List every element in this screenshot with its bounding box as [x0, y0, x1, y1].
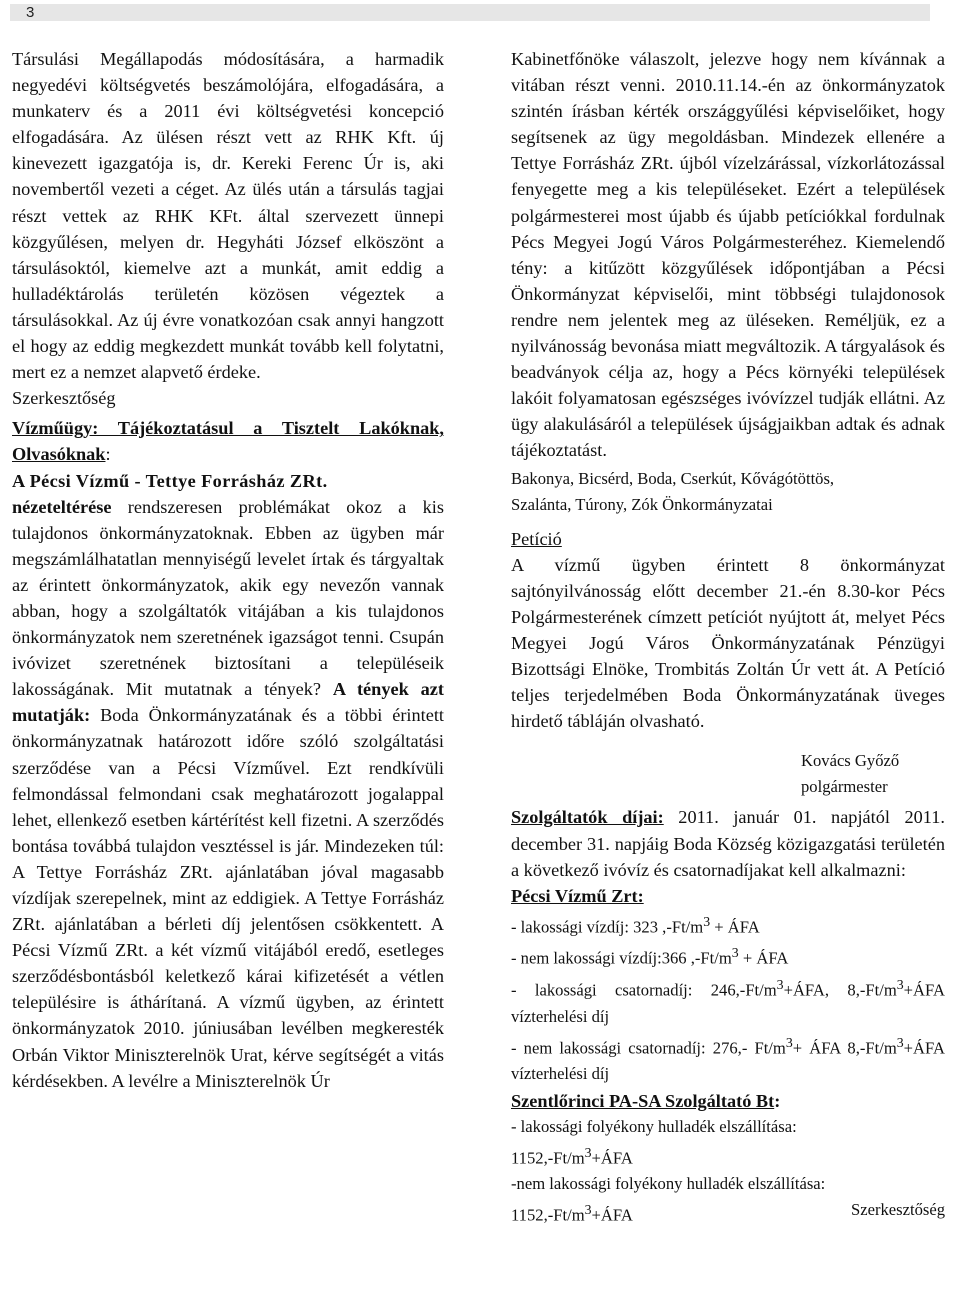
fee-line-5b: [511, 1140, 945, 1172]
provider2-heading: [511, 1088, 945, 1114]
fee1-tail: + ÁFA: [710, 917, 760, 937]
heading-colon: :: [105, 444, 111, 465]
signature-editorial-1: Szerkesztőség: [12, 388, 116, 409]
fee3-sup1: 3: [776, 977, 784, 993]
left-column: [12, 46, 444, 1094]
fee-line-6a: -nem lakossági folyékony hulladék elszállítása:: [511, 1174, 826, 1194]
para2-part-a: rendszeresen problémákat okoz a kis tulajdonos önkormányzatoknak. Ebben az ügyben már megszámlálhatatlan mennyiségű levelet írtak és tárgyaltak az érintett önkormányzatok, akik egy nevezőn vannak abban, hogy a szolgáltatók vitájában a kis tulajdonos önkormányzatok nem szeretnének igazságot tenni. Csupán ivóvizet szeretnének biztosítani a településeik lakosságának. Mit mutatnak a tények?: [12, 496, 444, 700]
signature-municipalities-1: Bakonya, Bicsérd, Boda, Cserkút, Kővágótöttös,: [511, 468, 835, 488]
petition-heading-text: Petíció: [511, 528, 562, 549]
fee4-sup2: 3: [896, 1034, 904, 1050]
right-paragraph-1: Kabinetfőnöke válaszolt, jelezve hogy nem kívánnak a vitában részt venni. 2010.11.14.-én az önkormányzatok szintén írásban kérték országgyűlési képviselőiket, hogy segítsenek az ügy megoldásban. Mindezek ellenére a Tettye Forrásház ZRt. újból vízelzárással, vízkorlátozással fenyegette meg a kis településeket. Ezért a települések polgármesterei most újabb és újabb petíciókkal fordulnak Pécs Megyei Jogú Város Polgármesteréhez. Kiemelendő tény: a kitűzött közgyűlések időpontjában a Pécsi Önkormányzat képviselői, mint többségi tulajdonosok rendre nem jelentek meg az üléseken. Reméljük, ez a nyilvánosság bevonása miatt megváltozik. A tárgyalások és beadványok célja az, hogy a Pécs környéki települések lakóit folyamatosan egészséges ivóvízzel tudják ellátni. Az ügy alakulásáról a települések újságjaikban adtak és adnak tájékoztatást.: [511, 49, 945, 461]
petition-paragraph: A vízmű ügyben érintett 8 önkormányzat sajtónyilvánosság előtt december 21.-én 8.30-kor Pécs Polgármesterének címzett petíciót nyújtott át, melyet Pécs Megyei Jogú Város Önkormányzatának Pénzügyi Bizottsági Elnöke, Trombitás Zoltán Úr vett át. A Petíció teljes terjedelmében Boda Önkormányzatának üveges hirdető tábláján olvasható.: [511, 554, 945, 732]
left-paragraph-2: [12, 494, 444, 1094]
right-column: [511, 46, 945, 1229]
fee-line-4: [511, 1030, 945, 1088]
provider1-name: Pécsi Vízmű Zrt:: [511, 885, 644, 906]
fees-paragraph: [511, 804, 945, 882]
fee6-sup: 3: [584, 1202, 592, 1218]
fee3-b: +ÁFA, 8,-Ft/m: [783, 980, 897, 1000]
fee5-c: +ÁFA: [591, 1148, 633, 1168]
fee4-a: - nem lakossági csatornadíj: 276,- Ft/m: [511, 1038, 786, 1058]
company-name-line: A Pécsi Vízmű - Tettye Forrásház ZRt.: [12, 470, 328, 491]
heading-text: Vízműügy: Tájékoztatásul a Tisztelt Lakóknak, Olvasóknak: [12, 418, 444, 465]
fee1-text: - lakossági vízdíj: 323 ,-Ft/m: [511, 917, 704, 937]
fee-line-3: [511, 972, 945, 1030]
page-number-bar: [10, 4, 930, 21]
signature-municipalities-2: Szalánta, Túrony, Zók Önkormányzatai: [511, 494, 773, 514]
fee4-sup1: 3: [785, 1034, 793, 1050]
provider1-heading: [511, 883, 945, 909]
bold-word: nézeteltérése: [12, 496, 112, 517]
fee-line-1: [511, 909, 945, 941]
signer-title: polgármester: [801, 777, 888, 797]
fee3-c: +ÁFA vízterhelési díj: [511, 980, 945, 1026]
fee6-price: [511, 1197, 633, 1229]
fee5-b: 1152,-Ft/m: [511, 1148, 585, 1168]
provider2-name: Szentlőrinci PA-SA Szolgáltató Bt: [511, 1090, 775, 1111]
left-paragraph-1: Társulási Megállapodás módosítására, a harmadik negyedévi költségvetés beszámolójára, elfogadására, a munkaterv és a 2011 évi költségvetési koncepció elfogadására. Az ülésen részt vett az RHK Kft. új kinevezett igazgatója is, dr. Kereki Ferenc Úr is, aki novembertől vezeti a céget. Az ülés után a társulás tagjai részt vettek az RHK KFt. által szervezett ünnepi közgyűlésen, melyen dr. Hegyháti József elköszönt a társulásoktól, kiemelve azt a munkát, amit eddig a hulladéktárolás területén közösen végeztek a társulásokkal. Az új évre vonatkozóan csak annyi hangzott el hogy az eddig megkezdett munkát tovább kell folytatni, mert ez a nemzet alapvető érdeke.: [12, 49, 444, 383]
fees-text: 2011. január 01. napjától 2011. december 31. napjáig Boda Község közigazgatási területén a következő ivóvíz és csatornadíjakat kell alkalmazni:: [511, 807, 945, 880]
fee5-sup: 3: [584, 1144, 592, 1160]
fee3-sup2: 3: [896, 977, 904, 993]
fee3-a: - lakossági csatornadíj: 246,-Ft/m: [511, 980, 777, 1000]
signature-editorial-2: Szerkesztőség: [851, 1200, 945, 1220]
fee2-tail: + ÁFA: [738, 948, 789, 968]
fee-line-2: [511, 940, 945, 972]
signer-block: [511, 748, 945, 800]
page-number: 3: [26, 4, 35, 21]
petition-heading: [511, 526, 945, 552]
signer-name: Kovács Győző: [801, 751, 900, 771]
fee6-c: +ÁFA: [591, 1205, 633, 1225]
fee-line-5a: - lakossági folyékony hulladék elszállítása:: [511, 1116, 797, 1136]
provider2-colon: :: [774, 1090, 781, 1111]
fee6-b: 1152,-Ft/m: [511, 1205, 585, 1225]
fee2-text: - nem lakossági vízdíj:366 ,-Ft/m: [511, 948, 732, 968]
fee-line-6b: [511, 1197, 945, 1229]
article-heading: [12, 415, 444, 467]
fee4-c: +ÁFA vízterhelési díj: [511, 1038, 945, 1084]
para2-part-b: Boda Önkormányzatának és a többi érintett önkormányzatnak határozott időre szóló szolgáltatási szerződése van a Pécsi Vízművel. Ezt rendkívüli felmondással felmondani csak meghatározott jogalappal lehet, ellenkező esetben kártérítést kell fizetni. A szerződés bontása továbbá tulajdon vesztéssel is jár. Mindezeken túl: A Tettye Forrásház ZRt. ajánlatában jóval magasabb vízdíjak szerepelnek, mint az eddigiek. A Tettye Forrásház ZRt. ajánlatában a bérleti díj jelentősen csökkentett. A Pécsi Vízmű ZRt. a két vízmű vitájából eredő, esetleges szerződésbontásból keletkező kárai kifizetését a vétlen településire is áthárítaná. A vízmű ügyben, az érintett önkormányzatok 2010. júniusában levélben megkeresték Orbán Viktor Miniszterelnök Urat, kérve segítségét a vitás kérdésekben. A levélre a Miniszterelnök Úr: [12, 705, 444, 1091]
bold-phrase: A tények azt mutatják:: [12, 679, 444, 726]
fee4-b: + ÁFA 8,-Ft/m: [792, 1038, 897, 1058]
fees-heading: Szolgáltatók díjai:: [511, 807, 664, 828]
fee2-sup: 3: [731, 945, 739, 961]
fee1-sup: 3: [703, 913, 711, 929]
